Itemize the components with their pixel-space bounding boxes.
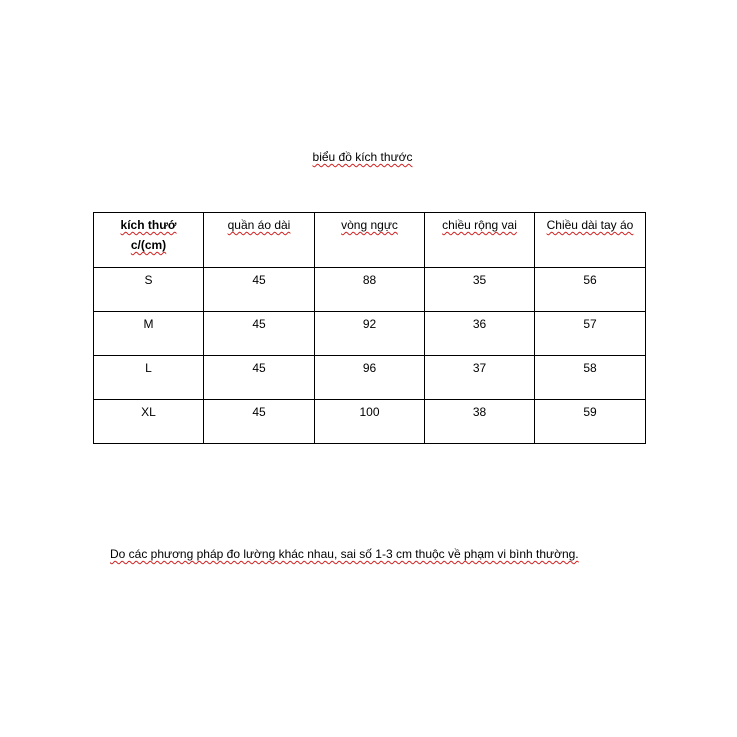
cell-chest: 96 <box>315 356 425 400</box>
cell-shoulder: 37 <box>425 356 535 400</box>
chart-title <box>0 150 737 164</box>
cell-size: M <box>94 312 204 356</box>
table-row <box>94 268 646 312</box>
cell-size: L <box>94 356 204 400</box>
cell-shoulder: 36 <box>425 312 535 356</box>
cell-shoulder: 35 <box>425 268 535 312</box>
cell-chest: 92 <box>315 312 425 356</box>
header-size-line2: c/(cm) <box>130 238 167 252</box>
cell-sleeve: 56 <box>535 268 646 312</box>
header-sleeve <box>535 213 646 268</box>
cell-chest: 100 <box>315 400 425 444</box>
header-size <box>94 213 204 268</box>
cell-chest: 88 <box>315 268 425 312</box>
header-length-text: quần áo dài <box>227 218 291 232</box>
cell-length: 45 <box>204 400 315 444</box>
cell-size: XL <box>94 400 204 444</box>
size-table <box>93 212 646 444</box>
header-chest <box>315 213 425 268</box>
table-header-row <box>94 213 646 268</box>
header-chest-text: vòng ngực <box>341 218 398 232</box>
cell-sleeve: 58 <box>535 356 646 400</box>
cell-length: 45 <box>204 268 315 312</box>
header-size-line1: kích thướ <box>120 218 177 232</box>
header-length <box>204 213 315 268</box>
header-shoulder-text: chiều rộng vai <box>442 218 517 232</box>
cell-length: 45 <box>204 312 315 356</box>
measurement-note-text: Do các phương pháp đo lường khác nhau, sai số 1-3 cm thuộc về phạm vi bình thường. <box>110 547 579 561</box>
cell-size: S <box>94 268 204 312</box>
measurement-note <box>110 547 579 561</box>
table-row <box>94 356 646 400</box>
cell-sleeve: 59 <box>535 400 646 444</box>
cell-length: 45 <box>204 356 315 400</box>
chart-title-text: biểu đồ kích thước <box>312 150 413 164</box>
header-shoulder <box>425 213 535 268</box>
cell-sleeve: 57 <box>535 312 646 356</box>
table-row <box>94 400 646 444</box>
table-row <box>94 312 646 356</box>
cell-shoulder: 38 <box>425 400 535 444</box>
header-sleeve-text: Chiều dài tay áo <box>546 218 634 232</box>
